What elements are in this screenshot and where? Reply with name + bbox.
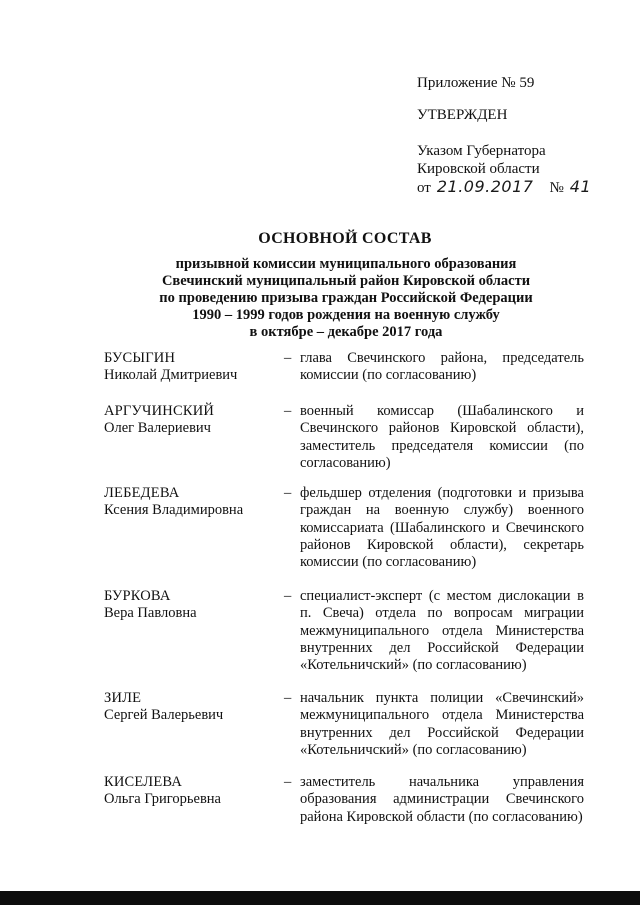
member-dash: – bbox=[284, 690, 292, 706]
member-name-block bbox=[104, 690, 279, 725]
title-subtitle bbox=[52, 256, 640, 341]
member-name-block bbox=[104, 774, 279, 809]
member-given-name: Сергей Валерьевич bbox=[104, 707, 224, 724]
subtitle-line-2: Свечинский муниципальный район Кировской области bbox=[161, 273, 531, 289]
approval-block bbox=[417, 74, 591, 197]
member-given-name: Вера Павловна bbox=[104, 605, 197, 622]
decree-line-2: Кировской области bbox=[417, 161, 540, 177]
member-surname: АРГУЧИНСКИЙ bbox=[104, 403, 215, 419]
subtitle-line-1: призывной комиссии муниципального образования bbox=[175, 256, 517, 272]
member-role: военный комиссар (Шабалинского и Свечинского районов Кировской области), заместитель председателя комиссии (по согласованию) bbox=[300, 403, 584, 471]
date-prefix: от bbox=[417, 180, 431, 196]
member-dash: – bbox=[284, 403, 292, 419]
member-role: заместитель начальника управления образования администрации Свечинского района Кировской области (по согласованию) bbox=[300, 774, 584, 825]
member-name-block bbox=[104, 403, 279, 438]
member-role: глава Свечинского района, председатель комиссии (по согласованию) bbox=[300, 350, 584, 384]
member-dash: – bbox=[284, 485, 292, 501]
handwritten-date: 21.09.2017 bbox=[436, 177, 534, 196]
subtitle-line-4: 1990 – 1999 годов рождения на военную службу bbox=[192, 307, 500, 323]
member-given-name: Ксения Владимировна bbox=[104, 502, 244, 519]
handwritten-number: 41 bbox=[569, 177, 592, 196]
member-name-block bbox=[104, 350, 279, 385]
number-prefix: № bbox=[549, 180, 564, 196]
member-role: начальник пункта полиции «Свечинский» межмуниципального отдела Министерства внутренних дел Российской Федерации «Котельничский» (по согласованию) bbox=[300, 690, 584, 758]
member-given-name: Ольга Григорьевна bbox=[104, 791, 221, 808]
subtitle-line-5: в октябре – декабре 2017 года bbox=[249, 324, 443, 340]
member-surname: ЗИЛЕ bbox=[104, 690, 142, 706]
page-bottom-edge bbox=[0, 891, 640, 905]
appendix-number: Приложение № 59 bbox=[417, 75, 535, 91]
title-main: ОСНОВНОЙ СОСТАВ bbox=[258, 230, 432, 247]
member-dash: – bbox=[284, 774, 292, 790]
member-role: специалист-эксперт (с местом дислокации в п. Свеча) отдела по вопросам миграции межмуниципального отдела Министерства внутренних дел Российской Федерации «Котельничский» (по согласованию) bbox=[300, 588, 584, 674]
decree-date-row bbox=[417, 178, 591, 197]
member-dash: – bbox=[284, 588, 292, 604]
member-given-name: Николай Дмитриевич bbox=[104, 367, 238, 384]
member-surname: БУСЫГИН bbox=[104, 350, 176, 366]
member-given-name: Олег Валериевич bbox=[104, 420, 211, 437]
member-name-block bbox=[104, 485, 279, 520]
subtitle-line-3: по проведению призыва граждан Российской Федерации bbox=[159, 290, 533, 306]
member-dash: – bbox=[284, 350, 292, 366]
decree-line-1: Указом Губернатора bbox=[417, 143, 546, 159]
member-name-block bbox=[104, 588, 279, 623]
member-surname: БУРКОВА bbox=[104, 588, 171, 604]
member-role: фельдшер отделения (подготовки и призыва граждан на военную службу) военного комиссариата (Шабалинского и Свечинского районов Кировской области), секретарь комиссии (по согласованию) bbox=[300, 485, 584, 571]
approved-label: УТВЕРЖДЕН bbox=[417, 107, 508, 123]
member-surname: ЛЕБЕДЕВА bbox=[104, 485, 180, 501]
document-title bbox=[0, 230, 640, 341]
member-surname: КИСЕЛЕВА bbox=[104, 774, 183, 790]
